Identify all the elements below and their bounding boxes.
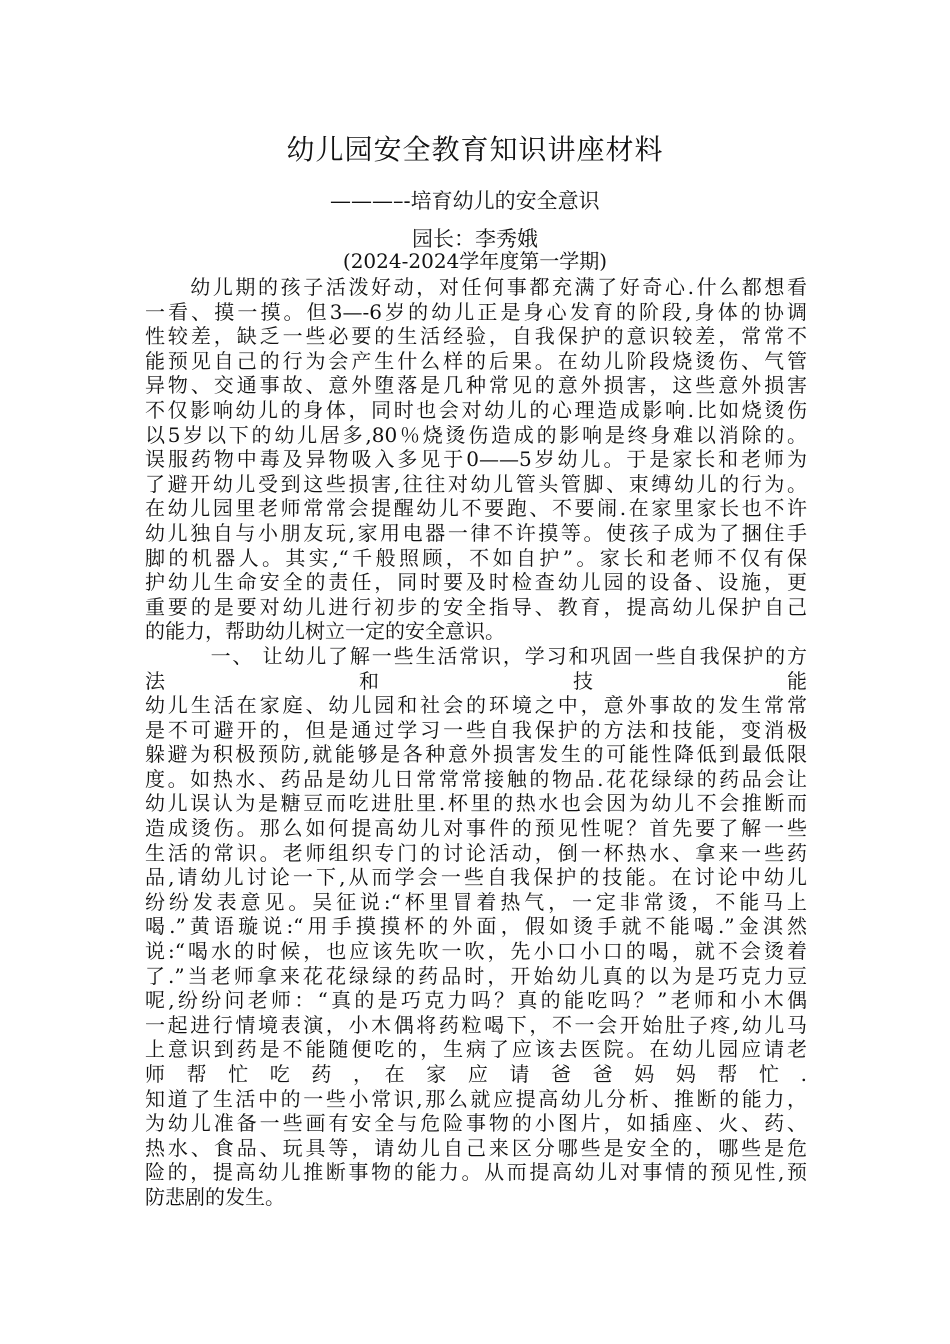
text-line: 热水、食品、玩具等，请幼儿自己来区分哪些是安全的，哪些是危: [145, 1135, 807, 1160]
text-line: 品,请幼儿讨论一下,从而学会一些自我保护的技能。在讨论中幼儿: [145, 865, 807, 890]
text-line: 说:“喝水的时候，也应该先吹一吹，先小口小口的喝，就不会烫着: [145, 939, 807, 964]
text-line: 险的，提高幼儿推断事物的能力。从而提高幼儿对事情的预见性,预: [145, 1160, 807, 1185]
text-line: 造成烫伤。那么如何提高幼儿对事件的预见性呢？首先要了解一些: [145, 816, 807, 841]
section-heading-line: 法 和 技 能: [145, 668, 807, 693]
text-line: 以5岁以下的幼儿居多,80％烧烫伤造成的影响是终身难以消除的。: [145, 422, 807, 447]
text-line: 幼儿独自与小朋友玩,家用电器一律不许摸等。使孩子成为了捆住手: [145, 520, 807, 545]
text-line: 护幼儿生命安全的责任，同时要及时检查幼儿园的设备、设施，更: [145, 570, 807, 595]
text-line: 是不可避开的，但是通过学习一些自我保护的方法和技能，变消极: [145, 717, 807, 742]
text-line: 幼儿误认为是糖豆而吃进肚里.杯里的热水也会因为幼儿不会推断而: [145, 791, 807, 816]
text-line: 防悲剧的发生。: [145, 1184, 285, 1209]
text-line: 呢,纷纷问老师：“真的是巧克力吗？真的能吃吗？”老师和小木偶: [145, 988, 807, 1013]
document-title: 幼儿园安全教育知识讲座材料: [286, 133, 664, 166]
text-line: 了避开幼儿受到这些损害,往往对幼儿管头管脚、束缚幼儿的行为。: [145, 471, 807, 496]
text-line: 上意识到药是不能随便吃的，生病了应该去医院。在幼儿园应请老: [145, 1037, 807, 1062]
document-subtitle: ———–-培育幼儿的安全意识: [330, 189, 600, 213]
text-line: 一看、摸一摸。但3—-6岁的幼儿正是身心发育的阶段,身体的协调: [145, 299, 807, 324]
text-line: 重要的是要对幼儿进行初步的安全指导、教育，提高幼儿保护自己: [145, 594, 807, 619]
text-line: 在幼儿园里老师常常会提醒幼儿不要跑、不要闹.在家里家长也不许: [145, 496, 807, 521]
text-line: 幼儿期的孩子活泼好动，对任何事都充满了好奇心.什么都想看: [145, 275, 807, 299]
text-line: 知道了生活中的一些小常识,那么就应提高幼儿分析、推断的能力，: [145, 1086, 807, 1111]
text-line: 为幼儿准备一些画有安全与危险事物的小图片，如插座、火、药、: [145, 1111, 807, 1136]
term-line: (2024-2024学年度第一学期): [342, 249, 608, 273]
text-line: 纷纷发表意见。吴征说:“杯里冒着热气，一定非常烫，不能马上: [145, 889, 807, 914]
text-line: 生活的常识。老师组织专门的讨论活动，倒一杯热水、拿来一些药: [145, 840, 807, 865]
principal-line: 园长：李秀娥: [412, 227, 538, 251]
text-line: 了.”当老师拿来花花绿绿的药品时，开始幼儿真的以为是巧克力豆: [145, 963, 807, 988]
text-line: 不仅影响幼儿的身体，同时也会对幼儿的心理造成影响.比如烧烫伤: [145, 397, 807, 422]
text-line: 度。如热水、药品是幼儿日常常常接触的物品.花花绿绿的药品会让: [145, 766, 807, 791]
text-line: 喝.”黄语璇说:“用手摸摸杯的外面，假如烫手就不能喝.”金淇然: [145, 914, 807, 939]
text-line: 异物、交通事故、意外堕落是几种常见的意外损害，这些意外损害: [145, 373, 807, 398]
text-line: 性较差，缺乏一些必要的生活经验，自我保护的意识较差，常常不: [145, 324, 807, 349]
text-line: 能预见自己的行为会产生什么样的后果。在幼儿阶段烧烫伤、气管: [145, 348, 807, 373]
text-line: 的能力，帮助幼儿树立一定的安全意识。: [145, 619, 505, 644]
text-line: 幼儿生活在家庭、幼儿园和社会的环境之中，意外事故的发生常常: [145, 693, 807, 718]
section-heading-line: 一、 让幼儿了解一些生活常识，学习和巩固一些自我保护的方: [145, 643, 807, 668]
text-line: 一起进行情境表演，小木偶将药粒喝下，不一会开始肚子疼,幼儿马: [145, 1012, 807, 1037]
text-line: 师 帮 忙 吃 药 ， 在 家 应 请 爸 爸 妈 妈 帮 忙 .: [145, 1062, 807, 1086]
text-line: 躲避为积极预防,就能够是各种意外损害发生的可能性降低到最低限: [145, 742, 807, 767]
body-text: [145, 275, 807, 1210]
text-line: 误服药物中毒及异物吸入多见于0——5岁幼儿。于是家长和老师为: [145, 447, 807, 472]
text-line: 脚的机器人。其实,“千般照顾，不如自护”。家长和老师不仅有保: [145, 545, 807, 570]
